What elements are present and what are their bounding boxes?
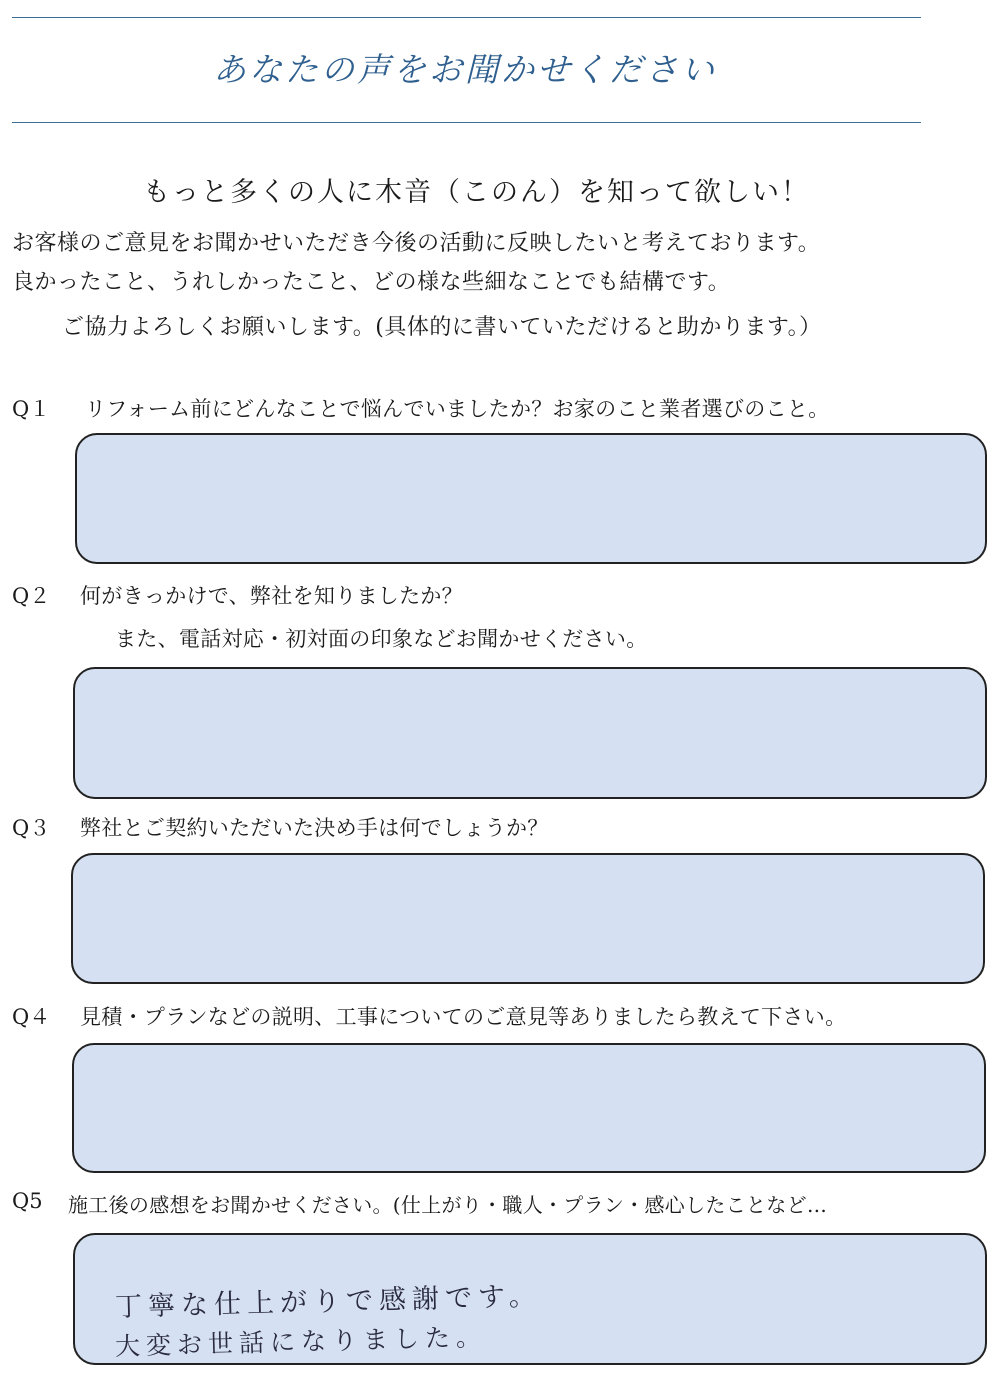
intro-line-2: 良かったこと、うれしかったこと、どの様な些細なことでも結構です。 [12, 270, 731, 295]
question-3-number: Q３ [12, 816, 51, 840]
title-rule [12, 122, 921, 123]
question-1-number: Q１ [12, 397, 51, 421]
intro-headline: もっと多くの人に木音（このん）を知って欲しい！ [143, 177, 810, 208]
answer-box-2[interactable] [73, 667, 987, 799]
answer-box-1[interactable] [75, 433, 987, 564]
question-4-number: Q４ [12, 1005, 51, 1029]
form-title: あなたの声をお聞かせください [213, 50, 717, 89]
top-rule [12, 17, 921, 18]
intro-line-3: ご協力よろしくお願いします。(具体的に書いていただけると助かります。） [62, 315, 822, 340]
handwritten-answer-line-1: 丁寧な仕上がりで感謝です。 [114, 1280, 543, 1323]
answer-box-5[interactable] [73, 1233, 987, 1365]
question-1-text: リフォーム前にどんなことで悩んでいましたか？お家のこと業者選びのこと。 [85, 397, 830, 421]
question-3-text: 弊社とご契約いただいた決め手は何でしょうか？ [80, 816, 549, 840]
question-2-number: Q２ [12, 584, 51, 608]
answer-box-4[interactable] [72, 1043, 986, 1173]
question-2-text: 何がきっかけで、弊社を知りましたか？ [80, 584, 463, 608]
question-5-text: 施工後の感想をお聞かせください。(仕上がり・職人・プラン・感心したことなど… [68, 1193, 828, 1217]
intro-line-1: お客様のご意見をお聞かせいただき今後の活動に反映したいと考えております。 [12, 231, 821, 256]
handwritten-answer-line-2: 大変お世話になりました。 [114, 1322, 488, 1361]
question-4-text: 見積・プランなどの説明、工事についてのご意見等ありましたら教えて下さい。 [80, 1005, 847, 1029]
question-5-number: Q5 [12, 1189, 43, 1213]
question-2-text-line-2: また、電話対応・初対面の印象などお聞かせください。 [115, 627, 648, 651]
answer-box-3[interactable] [71, 853, 985, 984]
